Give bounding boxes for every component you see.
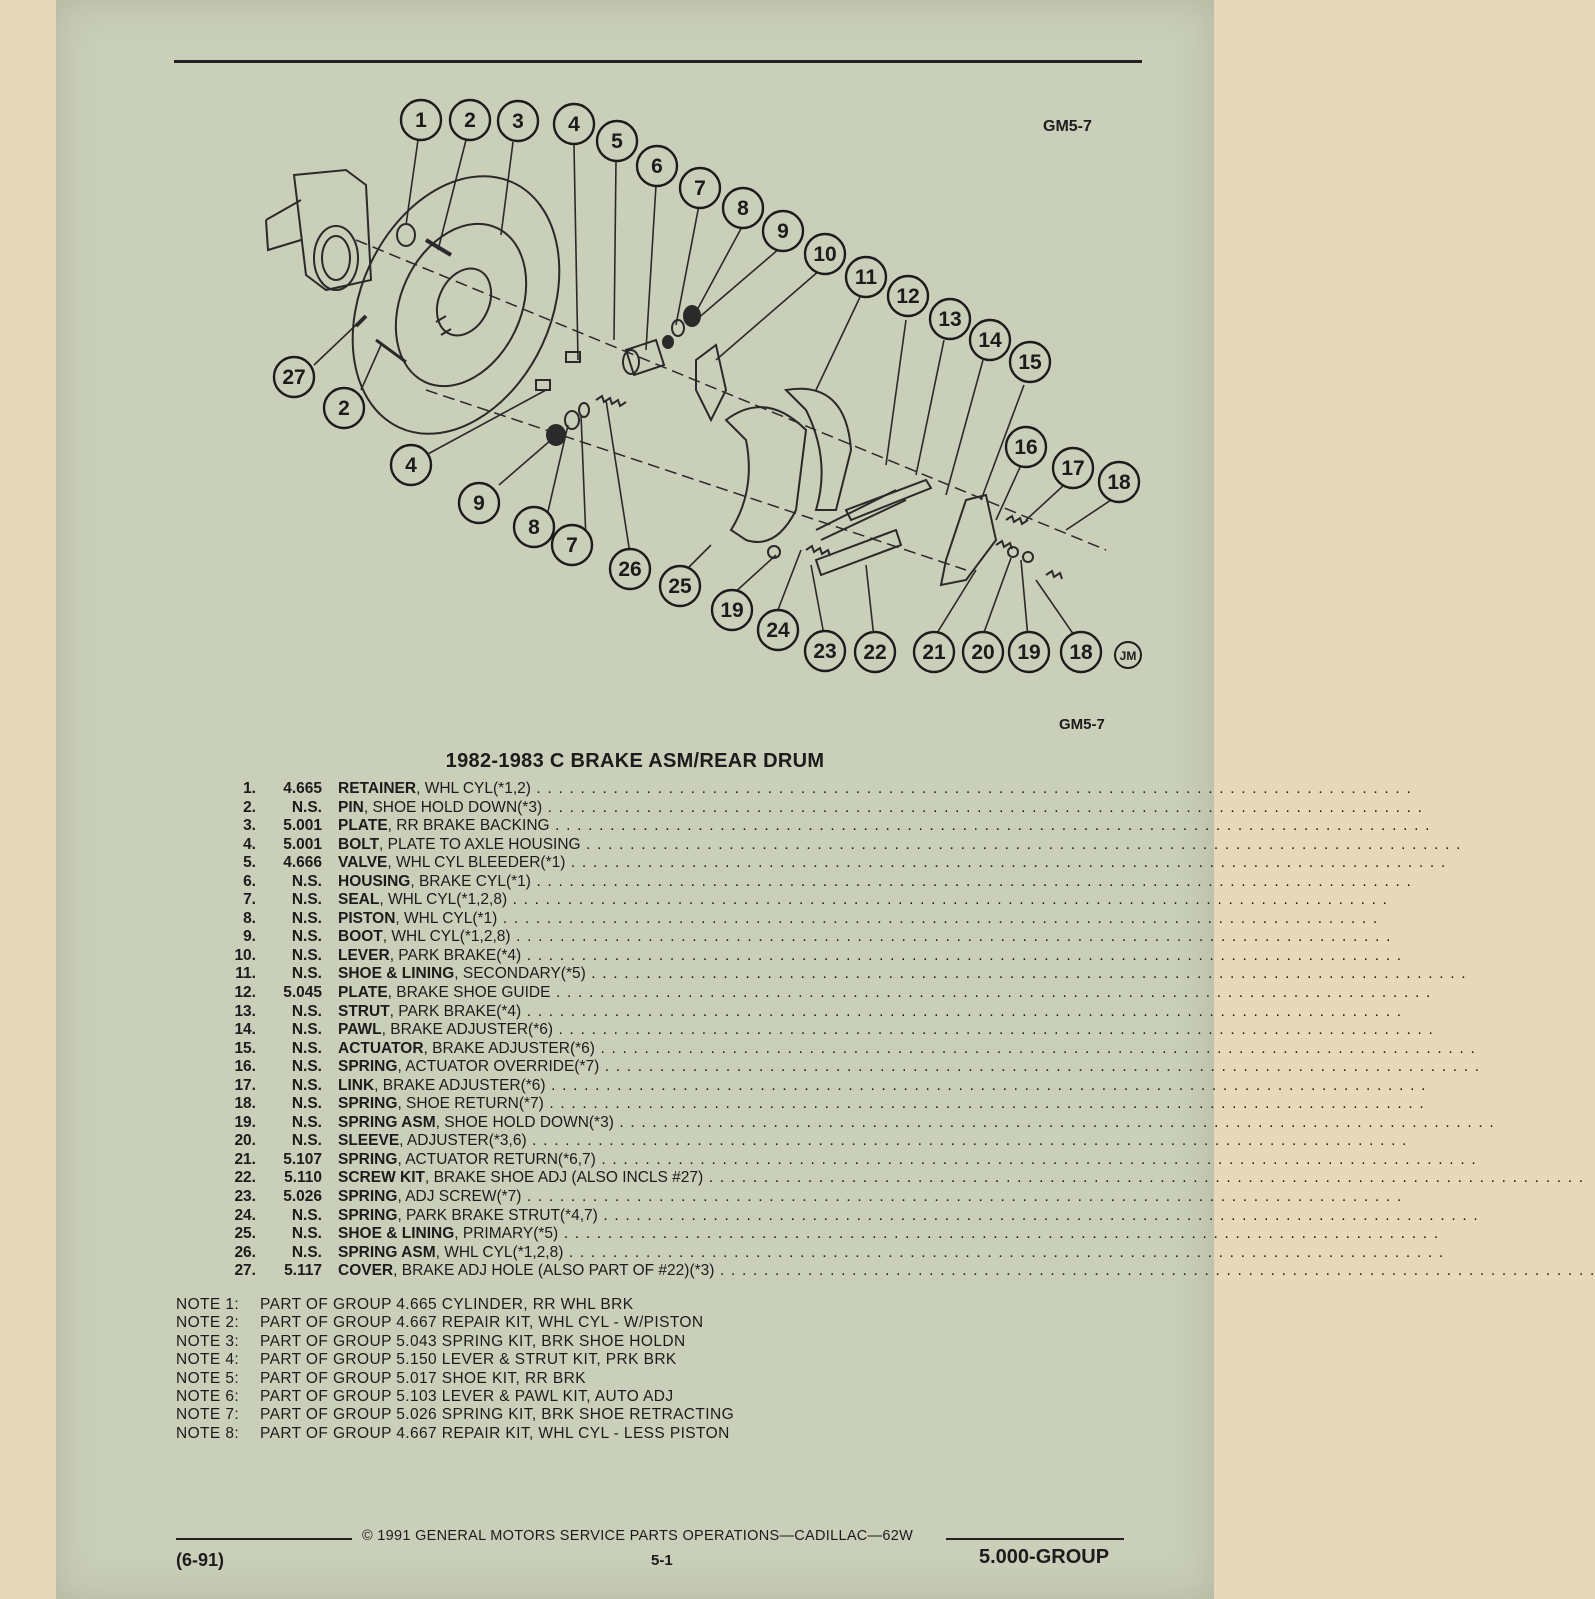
part-number: 13. xyxy=(234,1002,256,1020)
callout-11: 11 xyxy=(854,266,878,289)
part-number: 3. xyxy=(243,817,256,835)
part-description xyxy=(338,891,1389,910)
part-description xyxy=(338,965,1467,984)
part-name: BOLT xyxy=(338,835,380,853)
callout-19-lower: 19 xyxy=(720,599,744,622)
artist-logo-icon xyxy=(1113,640,1143,670)
part-group: 4.665 xyxy=(283,780,322,797)
part-detail: , SHOE HOLD DOWN(*3) xyxy=(363,798,543,816)
svg-text:JM: JM xyxy=(1119,649,1137,663)
part-description xyxy=(338,1132,1408,1151)
part-group: 5.045 xyxy=(283,984,322,1002)
dot-leader: . . . . . . . . . . . . . . . . . . . . . . . . . . . . . . . . . . . . . . . . . . . . . . . . . . . . . . . . . . . . . . . . . . . . . . . . . . . . . . . . xyxy=(543,1095,1425,1113)
dot-leader: . . . . . . . . . . . . . . . . . . . . . . . . . . . . . . . . . . . . . . . . . . . . . . . . . . . . . . . . . . . . . . . . . . . . . . . . . . . . . . . . xyxy=(558,1225,1440,1243)
part-description xyxy=(338,854,1447,873)
part-name: PIN xyxy=(338,798,364,816)
part-name: SEAL xyxy=(338,891,380,909)
part-number: 27. xyxy=(234,1262,256,1280)
parts-row xyxy=(216,1076,1427,1096)
callout-1: 1 xyxy=(415,109,427,132)
parts-row xyxy=(216,1132,1408,1151)
part-group: N.S. xyxy=(291,965,322,983)
note-text: PART OF GROUP 4.667 REPAIR KIT, WHL CYL - LESS PISTON xyxy=(260,1424,730,1442)
part-description xyxy=(338,1225,1440,1244)
part-group: 5.107 xyxy=(283,1150,322,1168)
note-label: NOTE 6: xyxy=(176,1387,240,1405)
footer-rule-right xyxy=(946,1538,1124,1540)
parts-row xyxy=(216,1002,1403,1022)
part-detail: , RR BRAKE BACKING xyxy=(387,817,550,835)
part-name: SPRING xyxy=(338,1058,398,1076)
part-detail: , PRIMARY(*5) xyxy=(454,1225,559,1243)
part-number: 8. xyxy=(243,909,256,927)
dot-leader: . . . . . . . . . . . . . . . . . . . . . . . . . . . . . . . . . . . . . . . . . . . . . . . . . . . . . . . . . . . . . . . . . . . . . . . . . . . . . . . . xyxy=(580,835,1462,853)
part-description xyxy=(338,928,1392,947)
note-text: PART OF GROUP 5.043 SPRING KIT, BRK SHOE HOLDN xyxy=(260,1332,686,1350)
parts-row xyxy=(216,1243,1445,1263)
part-group: N.S. xyxy=(291,872,322,890)
note-text: PART OF GROUP 4.665 CYLINDER, RR WHL BRK xyxy=(260,1296,634,1313)
callout-9: 9 xyxy=(777,220,789,243)
parts-row xyxy=(216,780,1412,799)
footer-rule-left xyxy=(176,1538,352,1540)
part-number: 2. xyxy=(243,798,256,816)
callout-3: 3 xyxy=(512,110,524,133)
parts-row xyxy=(216,817,1431,836)
parts-row xyxy=(216,1188,1403,1207)
part-number: 22. xyxy=(234,1169,256,1187)
callout-17: 17 xyxy=(1061,457,1085,480)
part-name: PLATE xyxy=(338,817,388,835)
figure-code-top: GM5-7 xyxy=(1043,118,1092,135)
part-group: 5.117 xyxy=(284,1262,322,1280)
parts-row xyxy=(216,1021,1435,1040)
callout-8: 8 xyxy=(737,197,749,220)
part-description xyxy=(338,1113,1495,1133)
part-description xyxy=(338,909,1379,929)
part-group: N.S. xyxy=(291,798,322,816)
parts-row xyxy=(216,872,1412,892)
part-name: COVER xyxy=(338,1262,394,1280)
part-number: 10. xyxy=(234,946,256,964)
callout-21: 21 xyxy=(922,641,946,664)
exploded-brake-diagram xyxy=(206,90,1156,710)
part-name: SPRING ASM xyxy=(338,1113,436,1131)
note-label: NOTE 2: xyxy=(176,1314,240,1332)
part-name: SHOE & LINING xyxy=(338,1225,455,1243)
part-description xyxy=(338,1058,1481,1077)
dot-leader: . . . . . . . . . . . . . . . . . . . . . . . . . . . . . . . . . . . . . . . . . . . . . . . . . . . . . . . . . . . . . . . . . . . . . . . . . . . . . . . . xyxy=(565,854,1447,872)
parts-row xyxy=(216,1150,1477,1170)
part-detail: , BRAKE CYL(*1) xyxy=(410,872,531,890)
part-detail: , ACTUATOR OVERRIDE(*7) xyxy=(397,1058,600,1076)
part-name: RETAINER xyxy=(338,780,417,797)
section-title: 1982-1983 C BRAKE ASM/REAR DRUM xyxy=(445,750,825,772)
note-label: NOTE 5: xyxy=(176,1369,240,1387)
part-description xyxy=(338,798,1424,818)
callout-2: 2 xyxy=(464,109,476,132)
part-description xyxy=(338,1188,1403,1207)
dot-leader: . . . . . . . . . . . . . . . . . . . . . . . . . . . . . . . . . . . . . . . . . . . . . . . . . . . . . . . . . . . . . . . . . . . . . . . . . . . . . . . . xyxy=(526,1132,1408,1150)
callout-13: 13 xyxy=(938,308,962,331)
part-description xyxy=(338,835,1462,855)
part-name: SCREW KIT xyxy=(338,1169,425,1187)
note-label: NOTE 4: xyxy=(176,1351,240,1369)
callout-circles xyxy=(274,100,1139,672)
footer-copyright: © 1991 GENERAL MOTORS SERVICE PARTS OPERATIONS—CADILLAC—62W xyxy=(362,1528,914,1544)
dot-leader: . . . . . . . . . . . . . . . . . . . . . . . . . . . . . . . . . . . . . . . . . . . . . . . . . . . . . . . . . . . . . . . . . . . . . . . . . . . . . . . . xyxy=(613,1113,1495,1131)
dot-leader: . . . . . . . . . . . . . . . . . . . . . . . . . . . . . . . . . . . . . . . . . . . . . . . . . . . . . . . . . . . . . . . . . . . . . . . . . . . . . . . . xyxy=(563,1243,1445,1261)
part-group: N.S. xyxy=(291,1058,322,1076)
part-description xyxy=(338,1002,1403,1022)
part-group: N.S. xyxy=(291,928,322,946)
note-label: NOTE 8: xyxy=(176,1424,240,1442)
part-description xyxy=(338,1095,1425,1114)
part-name: SPRING ASM xyxy=(338,1243,436,1261)
note-label: NOTE 3: xyxy=(176,1332,240,1350)
notes-list xyxy=(176,1296,734,1443)
callout-9-lower: 9 xyxy=(473,492,485,515)
part-detail: , WHL CYL(*1,2,8) xyxy=(379,891,508,909)
parts-row xyxy=(216,1206,1479,1226)
part-name: BOOT xyxy=(338,928,383,946)
dot-leader: . . . . . . . . . . . . . . . . . . . . . . . . . . . . . . . . . . . . . . . . . . . . . . . . . . . . . . . . . . . . . . . . . . . . . . . . . . . . . . . . xyxy=(530,872,1412,890)
dot-leader: . . . . . . . . . . . . . . . . . . . . . . . . . . . . . . . . . . . . . . . . . . . . . . . . . . . . . . . . . . . . . . . . . . . . . . . . . . . . . . . . xyxy=(597,1206,1479,1224)
part-number: 26. xyxy=(234,1243,256,1261)
part-description xyxy=(338,780,1412,799)
part-detail: , ADJ SCREW(*7) xyxy=(397,1188,522,1206)
callout-14: 14 xyxy=(978,329,1002,352)
callout-18: 18 xyxy=(1107,471,1131,494)
part-number: 20. xyxy=(234,1132,256,1150)
dot-leader: . . . . . . . . . . . . . . . . . . . . . . . . . . . . . . . . . . . . . . . . . . . . . . . . . . . . . . . . . . . . . . . . . . . . . . . . . . . . . . . . xyxy=(530,780,1412,797)
part-group: N.S. xyxy=(291,1021,322,1039)
note-row xyxy=(176,1406,734,1424)
part-detail: , WHL CYL(*1,2) xyxy=(416,780,531,797)
part-description xyxy=(338,1039,1476,1059)
part-description xyxy=(338,1150,1477,1170)
part-group: N.S. xyxy=(291,1076,322,1094)
part-detail: , WHL CYL(*1) xyxy=(395,909,498,927)
drawing-lines xyxy=(266,140,1111,638)
callout-23: 23 xyxy=(813,640,837,663)
part-group: 5.001 xyxy=(283,835,322,853)
part-number: 19. xyxy=(234,1113,256,1131)
part-detail: , WHL CYL BLEEDER(*1) xyxy=(387,854,566,872)
part-number: 14. xyxy=(234,1021,256,1039)
callout-25: 25 xyxy=(668,575,692,598)
parts-row xyxy=(216,1113,1495,1133)
note-row xyxy=(176,1351,734,1369)
callout-2-lower: 2 xyxy=(338,397,350,420)
callout-4-lower: 4 xyxy=(405,454,417,477)
part-detail: , BRAKE ADJUSTER(*6) xyxy=(374,1076,546,1094)
dot-leader: . . . . . . . . . . . . . . . . . . . . . . . . . . . . . . . . . . . . . . . . . . . . . . . . . . . . . . . . . . . . . . . . . . . . . . . . . . . . . . . . xyxy=(507,891,1389,909)
parts-row xyxy=(216,1039,1476,1059)
dot-leader: . . . . . . . . . . . . . . . . . . . . . . . . . . . . . . . . . . . . . . . . . . . . . . . . . . . . . . . . . . . . . . . . . . . . . . . . . . . . . . . . xyxy=(549,817,1431,835)
note-text: PART OF GROUP 4.667 REPAIR KIT, WHL CYL - W/PISTON xyxy=(260,1314,704,1332)
part-group: N.S. xyxy=(291,909,322,927)
callout-19-right: 19 xyxy=(1017,641,1041,664)
callout-7: 7 xyxy=(694,177,706,200)
dot-leader: . . . . . . . . . . . . . . . . . . . . . . . . . . . . . . . . . . . . . . . . . . . . . . . . . . . . . . . . . . . . . . . . . . . . . . . . . . . . . . . . xyxy=(545,1076,1427,1094)
part-number: 9. xyxy=(243,928,256,946)
dot-leader: . . . . . . . . . . . . . . . . . . . . . . . . . . . . . . . . . . . . . . . . . . . . . . . . . . . . . . . . . . . . . . . . . . . . . . . . . . . . . . . . xyxy=(585,965,1467,983)
part-group: N.S. xyxy=(291,891,322,909)
part-description xyxy=(338,1021,1435,1040)
part-name: SHOE & LINING xyxy=(338,965,455,983)
part-number: 15. xyxy=(234,1039,256,1057)
part-number: 4. xyxy=(243,835,256,853)
part-name: SPRING xyxy=(338,1188,398,1206)
callout-6: 6 xyxy=(651,155,663,178)
parts-row xyxy=(216,1095,1425,1114)
footer-date: (6-91) xyxy=(176,1550,225,1570)
part-detail: , BRAKE ADJUSTER(*6) xyxy=(423,1039,595,1057)
part-name: VALVE xyxy=(338,854,388,872)
part-detail: , BRAKE ADJ HOLE (ALSO PART OF #22)(*3) xyxy=(393,1262,715,1280)
part-group: 5.026 xyxy=(283,1188,322,1206)
part-detail: , WHL CYL(*1,2,8) xyxy=(435,1243,564,1261)
part-description xyxy=(338,1262,1595,1281)
note-text: PART OF GROUP 5.017 SHOE KIT, RR BRK xyxy=(260,1369,586,1387)
part-name: SLEEVE xyxy=(338,1132,400,1150)
part-name: STRUT xyxy=(338,1002,390,1020)
note-row xyxy=(176,1314,734,1332)
part-detail: , SHOE HOLD DOWN(*3) xyxy=(435,1113,614,1131)
part-detail: , PARK BRAKE(*4) xyxy=(389,946,522,964)
parts-row xyxy=(216,854,1447,873)
part-detail: , SHOE RETURN(*7) xyxy=(397,1095,544,1113)
parts-row xyxy=(216,1058,1481,1077)
callout-10: 10 xyxy=(813,243,837,266)
part-group: N.S. xyxy=(291,1095,322,1113)
part-name: SPRING xyxy=(338,1095,398,1113)
callout-12: 12 xyxy=(896,285,920,308)
part-detail: , PARK BRAKE STRUT(*4,7) xyxy=(397,1206,598,1224)
part-description xyxy=(338,872,1412,892)
part-description xyxy=(338,984,1432,1003)
part-detail: , PLATE TO AXLE HOUSING xyxy=(379,835,581,853)
parts-row xyxy=(216,909,1379,929)
dot-leader: . . . . . . . . . . . . . . . . . . . . . . . . . . . . . . . . . . . . . . . . . . . . . . . . . . . . . . . . . . . . . . . . . . . . . . . . . . . . . . . . xyxy=(599,1058,1481,1076)
dot-leader: . . . . . . . . . . . . . . . . . . . . . . . . . . . . . . . . . . . . . . . . . . . . . . . . . . . . . . . . . . . . . . . . . . . . . . . . . . . . . . . . xyxy=(553,1021,1435,1039)
callout-27: 27 xyxy=(282,366,306,389)
top-rule xyxy=(174,60,1142,63)
part-number: 12. xyxy=(234,984,256,1002)
part-name: PAWL xyxy=(338,1021,382,1039)
part-detail: , WHL CYL(*1,2,8) xyxy=(382,928,511,946)
callout-8-lower: 8 xyxy=(528,516,540,539)
part-name: ACTUATOR xyxy=(338,1039,424,1057)
parts-row xyxy=(216,1169,1585,1188)
part-description xyxy=(338,1076,1427,1096)
callout-24: 24 xyxy=(766,619,790,642)
part-detail: , ADJUSTER(*3,6) xyxy=(399,1132,527,1150)
callout-15: 15 xyxy=(1018,351,1042,374)
part-number: 7. xyxy=(243,891,256,909)
part-name: LINK xyxy=(338,1076,375,1094)
callout-7-lower: 7 xyxy=(566,534,578,557)
dot-leader: . . . . . . . . . . . . . . . . . . . . . . . . . . . . . . . . . . . . . . . . . . . . . . . . . . . . . . . . . . . . . . . . . . . . . . . . . . . . . . . . xyxy=(521,946,1403,964)
callout-20: 20 xyxy=(971,641,995,664)
callout-22: 22 xyxy=(863,641,887,664)
part-name: LEVER xyxy=(338,946,390,964)
part-number: 6. xyxy=(243,872,256,890)
dot-leader: . . . . . . . . . . . . . . . . . . . . . . . . . . . . . . . . . . . . . . . . . . . . . . . . . . . . . . . . . . . . . . . . . . . . . . . . . . . . . . . . xyxy=(714,1262,1595,1280)
note-row xyxy=(176,1370,734,1388)
note-row xyxy=(176,1388,734,1406)
parts-row xyxy=(216,1262,1595,1281)
note-row xyxy=(176,1333,734,1351)
part-detail: , BRAKE SHOE GUIDE xyxy=(387,984,551,1002)
part-number: 11. xyxy=(235,965,256,983)
dot-leader: . . . . . . . . . . . . . . . . . . . . . . . . . . . . . . . . . . . . . . . . . . . . . . . . . . . . . . . . . . . . . . . . . . . . . . . . . . . . . . . . xyxy=(594,1039,1476,1057)
callout-26: 26 xyxy=(618,558,642,581)
dot-leader: . . . . . . . . . . . . . . . . . . . . . . . . . . . . . . . . . . . . . . . . . . . . . . . . . . . . . . . . . . . . . . . . . . . . . . . . . . . . . . . . xyxy=(703,1169,1585,1187)
part-number: 1. xyxy=(243,780,256,797)
note-text: PART OF GROUP 5.103 LEVER & PAWL KIT, AUTO ADJ xyxy=(260,1387,674,1405)
part-description xyxy=(338,1243,1445,1263)
part-number: 5. xyxy=(243,854,256,872)
part-group: N.S. xyxy=(291,1243,322,1261)
part-detail: , PARK BRAKE(*4) xyxy=(389,1002,522,1020)
note-row xyxy=(176,1425,734,1443)
part-name: SPRING xyxy=(338,1206,398,1224)
footer-group: 5.000-GROUP xyxy=(979,1546,1110,1568)
callout-16: 16 xyxy=(1014,436,1038,459)
part-number: 18. xyxy=(234,1095,256,1113)
parts-row xyxy=(216,946,1403,966)
footer-page-number: 5-1 xyxy=(651,1552,673,1569)
parts-list xyxy=(216,780,1595,1281)
part-group: N.S. xyxy=(291,1113,322,1131)
parts-row xyxy=(216,965,1467,984)
parts-row xyxy=(216,891,1389,910)
part-detail: , SECONDARY(*5) xyxy=(454,965,586,983)
parts-row xyxy=(216,835,1462,855)
part-detail: , ACTUATOR RETURN(*6,7) xyxy=(397,1150,596,1168)
note-row xyxy=(176,1296,734,1314)
dot-leader: . . . . . . . . . . . . . . . . . . . . . . . . . . . . . . . . . . . . . . . . . . . . . . . . . . . . . . . . . . . . . . . . . . . . . . . . . . . . . . . . xyxy=(521,1002,1403,1020)
dot-leader: . . . . . . . . . . . . . . . . . . . . . . . . . . . . . . . . . . . . . . . . . . . . . . . . . . . . . . . . . . . . . . . . . . . . . . . . . . . . . . . . xyxy=(510,928,1392,946)
part-detail: , BRAKE SHOE ADJ (ALSO INCLS #27) xyxy=(424,1169,704,1187)
part-number: 21. xyxy=(234,1150,256,1168)
dot-leader: . . . . . . . . . . . . . . . . . . . . . . . . . . . . . . . . . . . . . . . . . . . . . . . . . . . . . . . . . . . . . . . . . . . . . . . . . . . . . . . . xyxy=(550,984,1432,1002)
part-description xyxy=(338,817,1431,836)
part-name: HOUSING xyxy=(338,872,411,890)
note-text: PART OF GROUP 5.026 SPRING KIT, BRK SHOE RETRACTING xyxy=(260,1406,735,1424)
part-number: 25. xyxy=(234,1225,256,1243)
parts-row xyxy=(216,928,1392,947)
part-description xyxy=(338,1206,1479,1226)
part-number: 24. xyxy=(234,1206,256,1224)
parts-row xyxy=(216,1225,1440,1244)
part-group: N.S. xyxy=(291,1132,322,1150)
catalog-page xyxy=(56,0,1595,1599)
part-number: 23. xyxy=(234,1188,256,1206)
part-group: 5.110 xyxy=(284,1169,322,1187)
dot-leader: . . . . . . . . . . . . . . . . . . . . . . . . . . . . . . . . . . . . . . . . . . . . . . . . . . . . . . . . . . . . . . . . . . . . . . . . . . . . . . . . xyxy=(595,1150,1477,1168)
callout-18-lower: 18 xyxy=(1069,641,1093,664)
part-description xyxy=(338,946,1403,966)
part-group: N.S. xyxy=(291,1206,322,1224)
dot-leader: . . . . . . . . . . . . . . . . . . . . . . . . . . . . . . . . . . . . . . . . . . . . . . . . . . . . . . . . . . . . . . . . . . . . . . . . . . . . . . . . xyxy=(521,1188,1403,1206)
part-group: 5.001 xyxy=(283,817,322,835)
note-text: PART OF GROUP 5.150 LEVER & STRUT KIT, PRK BRK xyxy=(260,1351,677,1369)
dot-leader: . . . . . . . . . . . . . . . . . . . . . . . . . . . . . . . . . . . . . . . . . . . . . . . . . . . . . . . . . . . . . . . . . . . . . . . . . . . . . . . . xyxy=(497,909,1379,927)
note-label: NOTE 7: xyxy=(176,1406,240,1424)
part-group: N.S. xyxy=(291,946,322,964)
part-detail: , BRAKE ADJUSTER(*6) xyxy=(381,1021,554,1039)
part-number: 16. xyxy=(234,1058,256,1076)
parts-row xyxy=(216,798,1424,818)
part-number: 17. xyxy=(234,1076,256,1094)
callout-5: 5 xyxy=(611,130,623,153)
part-group: N.S. xyxy=(291,1002,322,1020)
part-name: PISTON xyxy=(338,909,396,927)
parts-row xyxy=(216,984,1432,1003)
figure-code-bottom: GM5-7 xyxy=(1059,716,1105,733)
part-name: PLATE xyxy=(338,984,388,1002)
part-name: SPRING xyxy=(338,1150,398,1168)
note-label: NOTE 1: xyxy=(176,1296,240,1313)
part-description xyxy=(338,1169,1585,1188)
part-group: N.S. xyxy=(291,1039,322,1057)
callout-4: 4 xyxy=(568,113,580,136)
part-group: N.S. xyxy=(291,1225,322,1243)
dot-leader: . . . . . . . . . . . . . . . . . . . . . . . . . . . . . . . . . . . . . . . . . . . . . . . . . . . . . . . . . . . . . . . . . . . . . . . . . . . . . . . . xyxy=(542,798,1424,816)
part-group: 4.666 xyxy=(283,854,322,872)
